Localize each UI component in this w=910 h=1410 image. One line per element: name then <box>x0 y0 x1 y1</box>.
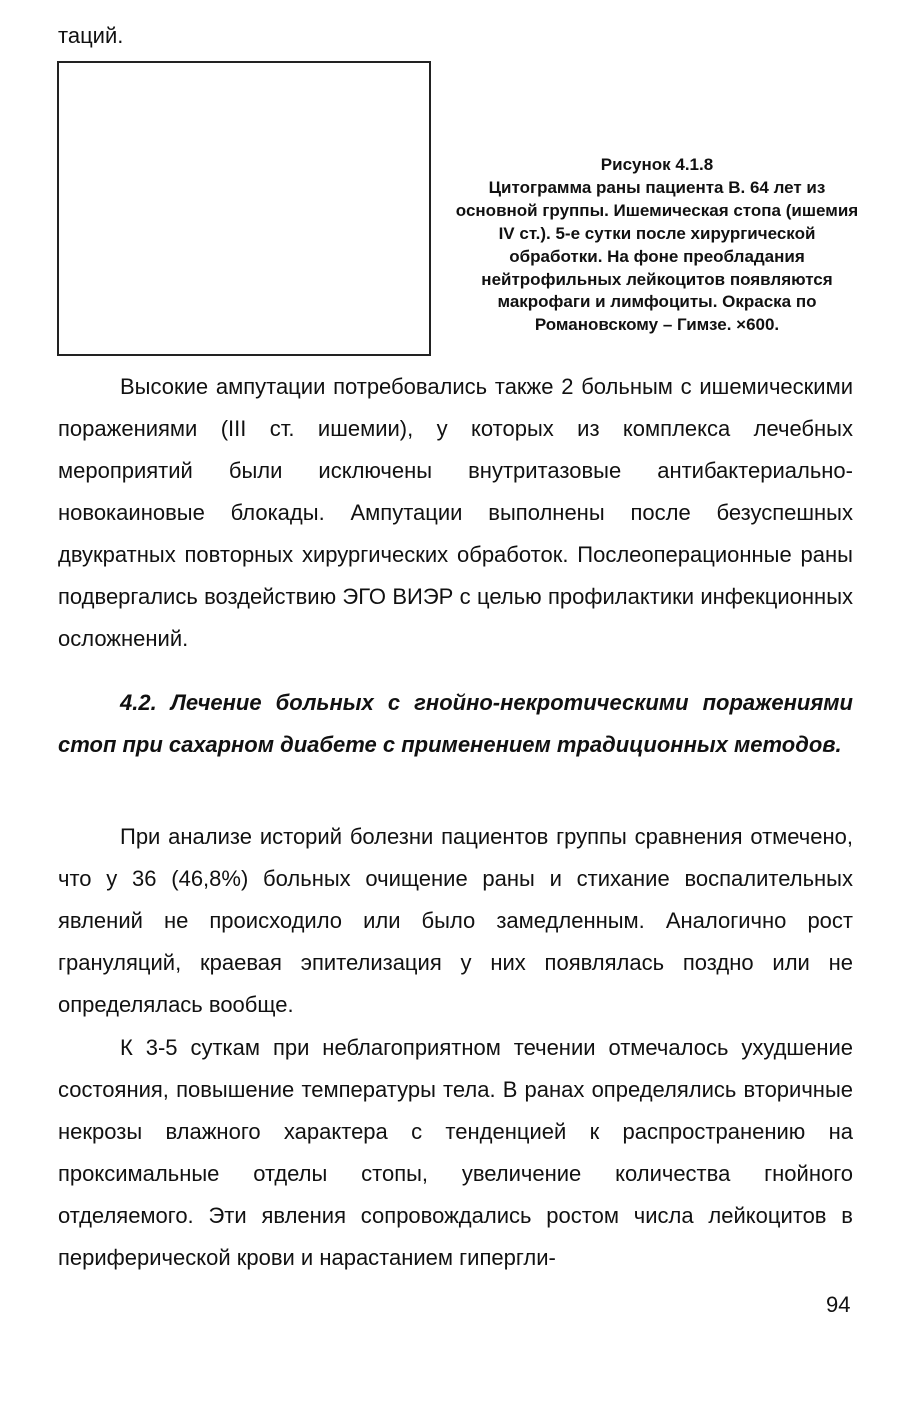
paragraph-comparison-group: При анализе историй болезни пациентов группы сравнения отмечено, что у 36 (46,8%) больных очищение раны и стихание воспалительных явлений не происходило или было замедленным. Аналогично рост грануляций, краевая эпителизация у них появлялась поздно или не определялась вообще. <box>58 824 853 1017</box>
figure-caption <box>452 154 862 337</box>
carry-over-text: таций. <box>58 23 124 48</box>
page-number: 94 <box>826 1292 851 1317</box>
figure-image-placeholder <box>57 61 431 356</box>
section-heading: 4.2. Лечение больных с гнойно-некротическими поражениями стоп при сахарном диабете с применением традиционных методов. <box>58 690 853 757</box>
figure-caption-text: Цитограмма раны пациента В. 64 лет из основной группы. Ишемическая стопа (ишемия IV ст.). 5-е сутки после хирургической обработки. На фоне преобладания нейтрофильных лейкоцитов появляются макрофаги и лимфоциты. Окраска по Романовскому – Гимзе. ×600. <box>455 177 859 335</box>
paragraph-unfavorable-course: К 3-5 суткам при неблагоприятном течении отмечалось ухудшение состояния, повышение температуры тела. В ранах определялись вторичные некрозы влажного характера с тенденцией к распространению на проксимальные отделы стопы, увеличение количества гнойного отделяемого. Эти явления сопровождались ростом числа лейкоцитов в периферической крови и нарастанием гипергли- <box>58 1035 853 1270</box>
paragraph-amputations: Высокие ампутации потребовались также 2 больным с ишемическими поражениями (III ст. ишемии), у которых из комплекса лечебных мероприятий были исключены внутритазовые антибактериально-новокаиновые блокады. Ампутации выполнены после безуспешных двукратных повторных хирургических обработок. Послеоперационные раны подвергались воздействию ЭГО ВИЭР с целью профилактики инфекционных осложнений. <box>58 374 853 651</box>
figure-title: Рисунок 4.1.8 <box>600 155 714 174</box>
